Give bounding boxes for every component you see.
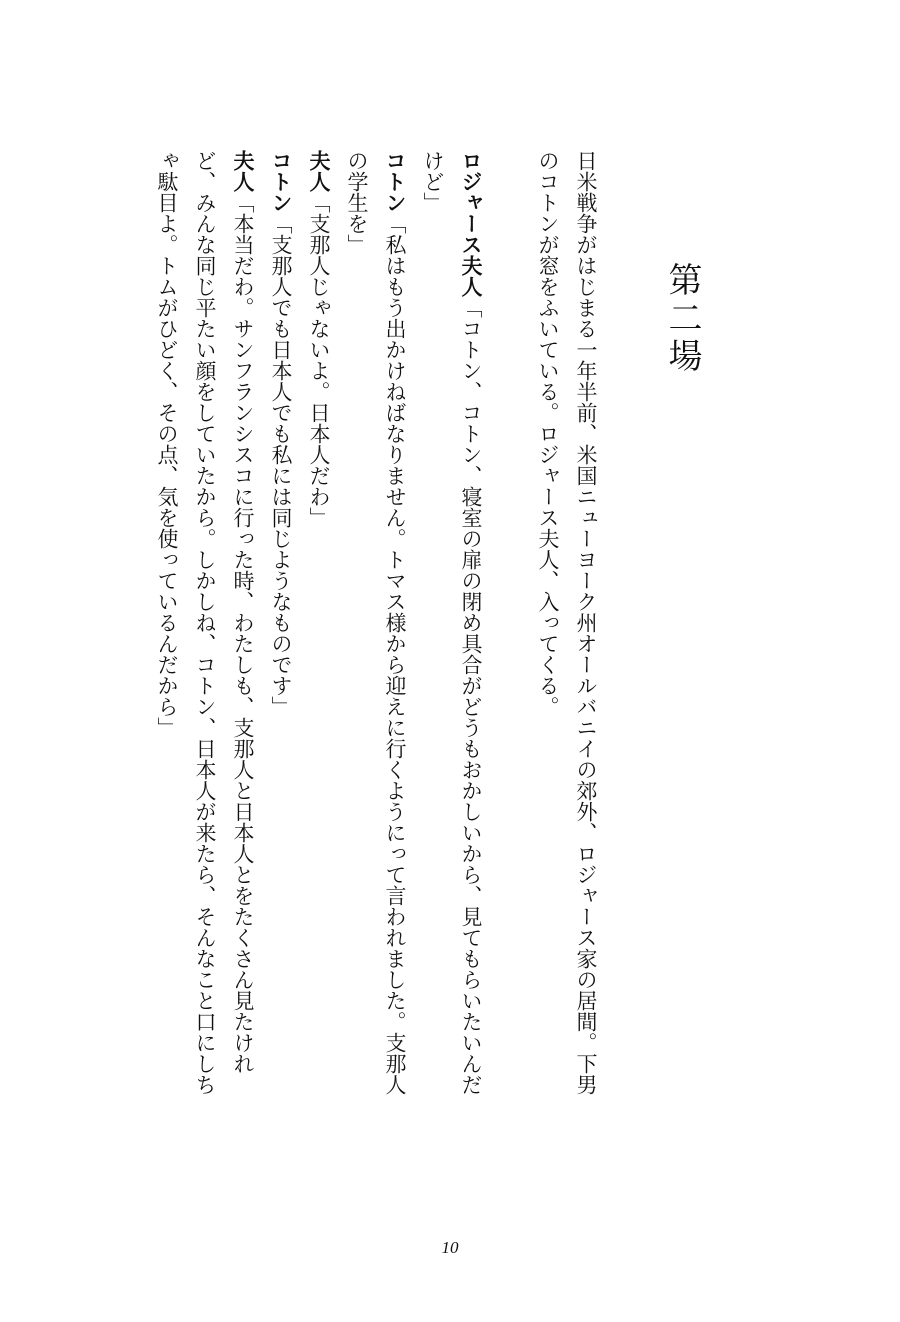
dialogue-line xyxy=(262,150,300,1110)
dialogue-text: 「コトン、コトン、寝室の扉の閉め具合がどうもおかしいから、見てもらいたいんだけど」 xyxy=(421,150,483,1095)
dialogue-line xyxy=(300,150,338,1110)
speaker-name: ロジャース夫人 xyxy=(459,150,483,297)
dialogue-text: 「支那人じゃないよ。日本人だわ」 xyxy=(307,192,331,528)
dialogue-text: 「支那人でも日本人でも私には同じようなものです」 xyxy=(269,213,293,717)
dialogue-line xyxy=(414,150,490,1110)
dialogue-text: 「私はもう出かけねばなりません。トマス様から迎えに行くようにって言われました。支那人の学生を」 xyxy=(345,150,407,1095)
dialogue-block xyxy=(150,150,490,1110)
stage-direction-text: 日米戦争がはじまる一年半前、米国ニューヨーク州オールバニイの郊外、ロジャース家の居間。下男のコトンが窓をふいている。ロジャース夫人、入ってくる。 xyxy=(536,150,598,1095)
dialogue-line xyxy=(338,150,414,1110)
speaker-name: 夫人 xyxy=(231,150,255,192)
scene-title: 第二場 xyxy=(662,262,702,376)
stage-direction xyxy=(535,150,605,1110)
dialogue-line xyxy=(148,150,262,1110)
speaker-name: コトン xyxy=(383,150,407,213)
speaker-name: 夫人 xyxy=(307,150,331,192)
page-number: 10 xyxy=(441,1238,459,1257)
dialogue-text: 「本当だわ。サンフランシスコに行った時、わたしも、支那人と日本人とをたくさん見たけれど、みんな同じ平たい顔をしていたから。しかしね、コトン、日本人が来たら、そんなこと口にしちゃ駄目よ。トムがひどく、その点、気を使っているんだから」 xyxy=(155,150,255,1095)
speaker-name: コトン xyxy=(269,150,293,213)
